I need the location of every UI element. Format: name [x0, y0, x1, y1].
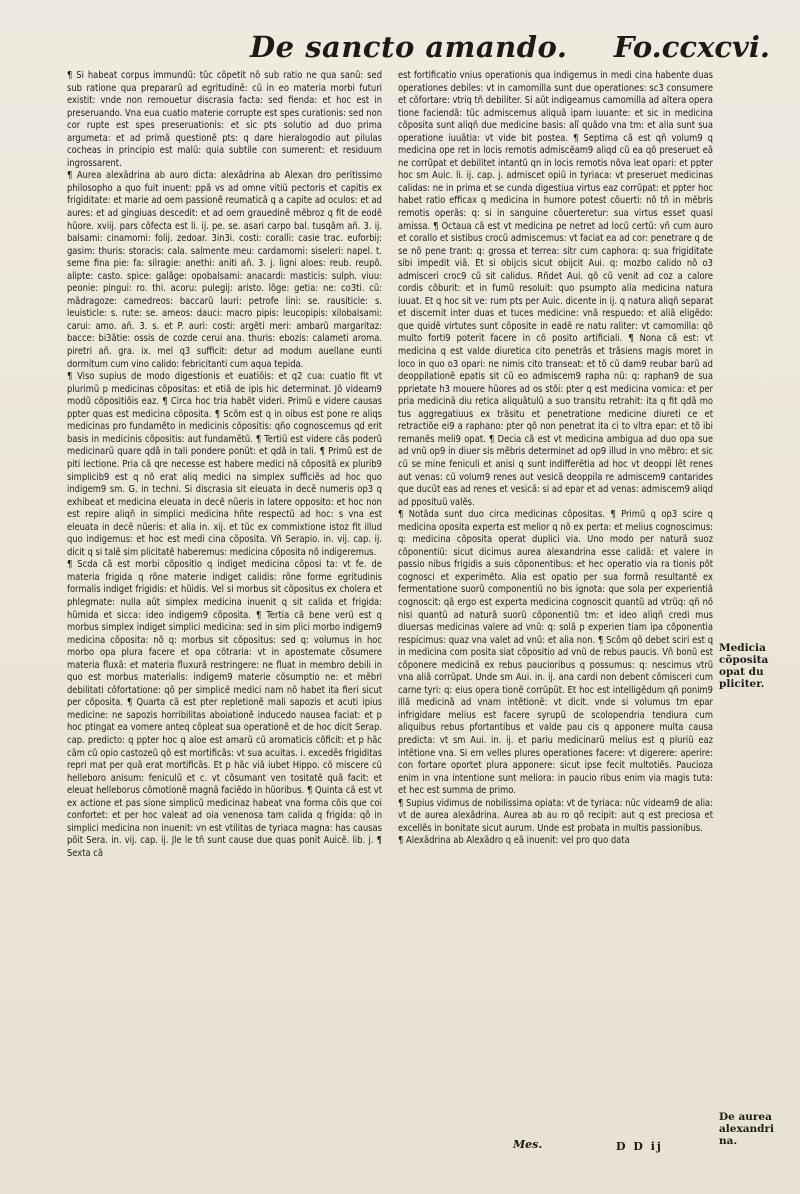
folio-number: Fo.ccxcvi.: [613, 30, 770, 64]
paragraph: est fortificatio vnius operationis qua indigemus in medi cina habente duas operationes debiles: vt in camomilla sunt due operationes: sc3 consumere et cõfortare: vtriq tñ debiliter. Si aũt indigeamus camomilla ad altera opera tione faciendã: tũc admiscemus aliquã ipam iuuante: et sic in medicina cõposita sunt aliqñ due medicine basis: alĩ quãdo vna tm: et alia sunt sua operatione iuuãtia: vt vide bit postea. ¶ Septima cã est qñ volum9 q medicina ope ret in locis remotis admiscẽam9 aliqd cũ ea qõ preseruet eã ne corrũpat et debilitet intantũ qn in locis remotis nõva leat opari: et ppter hoc sm Auic. li. ij. cap. j. admiscet opiũ in tyriaca: vt preseruet medicinas calidas: ne in prima et se cunda digestiua virtus eaz corrũpat: et ppter hoc habet ratio efficax q medicina in humore potest cõuerti: nõ tñ in mẽbris remotis operãs: q: si in sanguine cõuerteretur: sua virtus esset quasi amissa. ¶ Octaua cã est vt medicina pe netret ad locũ certũ: vñ cum auro et corallo et sistibus crocũ admiscemus: vt faciat ea ad cor: penetrare q de se nõ pene trant: q: grossa et terrea: sitr cum caphora: q: sua frigiditate sibi impedit viã. Et si obijcis sicut obijcit Aui. q: mozbo calido nõ o3 admisceri croc9 cũ sit calidus. Rñdet Aui. qõ cũ venit ad coz a calore cordis cõburit: et in fumũ resoluit: quo psumpto alia medicina natura iuuat. Et q hoc sit ve: rum pts per Auic. dicente in ij. q natura aliqñ separat et discernit inter duas et tuces medicine: vnã respuedo: et aliã eligẽdo: que quidẽ virtutes sunt cõposite in eadẽ re natu raliter: vt camomilla: qõ multo forti9 poterit facere in cõ posito artificiali. ¶ Nona cã est: vt medicina q est valde diuretica cito penetrãs et trãsiens magis moret in loco in quo o3 opari: ne nimis cito transeat: et tõ cũ dam9 reubar barũ ad deoppilationẽ epatis sit cũ eo admiscem9 rapha nũ: q: raphan9 de sua pprietate h3 mouere hũores ad os stõi: pter q est medicina vomica: et per pria medicinã diu retica aliquãtulũ a suo transitu retrahit: ita q fit qdã mo tus aggregatiuus ex trãsitu et penetratione medicine diureti ce et retractiõe ei9 a raphano: pter qõ non penetrat ita ci to vltra epar: et tõ ibi remanẽs meli9 opat. ¶ Decia cã est vt medicina ambigua ad duo opa sue ad vnũ op9 in diuer sis mẽbris determinet ad op9 illud in vno mẽbro: et sic cũ se mine feniculi et anisi q sunt indifferẽtia ad hoc vt deoppi lẽt renes aut venas: cũ volum9 renes aut vesicã deoppila re admiscem9 cantarides que ducũt eas ad renes et vesicã: si ad epar et ad venas: admiscem9 aliqd ad pposituũ valẽs.: [398, 70, 713, 508]
paragraph: ¶ Notãda sunt duo circa medicinas cõpositas. ¶ Primũ q op3 scire q medicina oposita experta est melior q nõ ex perta: et melius cognoscimus: q: medicina cõposita operat duplici via. Uno modo per naturã suoz cõponentiũ: sicut dicimus aurea alexandrina esse calidã: et valere in passio nibus frigidis a suis cõponentibus: et hec operatio via ra tionis põt cognosci et experimẽto. Alia est opatio per sua formã resultantẽ ex fermentatione suorũ componentiũ no bis ignota: que sola per experientiã cognoscit: qã ergo est experta medicina cognoscit quantũ ad vtrũq: qñ nõ nisi quantũ ad naturã suorũ cõponentiũ tm: et ideo aliqñ credi mus diuersas medicinas valere ad vnũ: q: solã p experien tiam ipa cõponentia respicimus: quaz vna valet ad vnũ: et alia non. ¶ Scõm qõ debet sciri est q in medicina com posita siat cõpositio ad vnũ de rebus paucis. Vñ bonũ est cõponere medicinã ex rebus paucioribus q possumus: q: nescimus vtrũ vna aliã corrũpat. Unde sm Aui. in. ij. ana cardi non debent cõmisceri cum carne tyri: q: eius opera tionẽ corrũpũt. Et hoc est intelligẽdum qñ ponim9 illã medicinã ad vnam intẽtionẽ: vt dicit. vnde si volumus tm epar infrigidare melius est facere syrupũ de scolopendria tendiura cum aliquibus rebus pfortantibus et valde pau cis q apponere multa causa predicta: vt sm Aui. in. ij. et pariu medicinarũ melius est q pluriũ eaz intẽtione vna. Si em velles plures operationes facere: vt digerere: aperire: con fortare oportet plura apponere: sicut ipse fecit multotiẽs. Paucioza enim in vna intentione sunt meliora: in paucio ribus enim via magis tuta: et hec est summa de primo.: [398, 509, 713, 797]
paragraph: ¶ Scda cã est morbi cõpositio q indiget medicina cõposi ta: vt fe. de materia frigida q rõne materie indiget calidis: rõne forme egritudinis formalis indiget frigidis: et hũidis. Vel si morbus sit cõpositus ex cholera et phlegmate: nulla aũt simplex medicina inuenit q sit calida et frigida: hũmida et sicca: ideo indigem9 cõposita. ¶ Tertia cã bene verũ est q morbus simplex indiget simplici medicina: sed in sim plici morbo indigem9 medicina cõposita: nõ q: morbus sit cõpositus: sed q: volumus in hoc morbo opa plura facere et opa cõtraria: vt in apostemate cõsumere materia fluxã: et materia fluxurã restringere: ne fluat in membro debili in quo est morbus materialis: indigem9 materie cõsumptio ne: et mẽbri debilitati cõfortatione: qõ per simplicẽ medici nam nõ habet ita fieri sicut per cõposita. ¶ Quarta cã est pter repletionẽ mali sapozis et acuti ipius medicine: ne sapozis horribilitas aboiationẽ inducedo nausea faciat: et p hoc ptingat ea vomere anteq cõpleat sua operationẽ et de hoc dicit Serap. cap. predicto: q ppter hoc q aloe est amarũ cũ aromaticis cõficit: et p hãc cãm cũ opio castozeũ qõ est mortificãs: vt sua acuitas. i. excedẽs frigiditas repri mat per quã erat mortificãs. Et p hãc viã iubet Hippo. cõ miscere cũ helleboro anisum: feniculũ et c. vt cõsumant ven tositatẽ quã facit: et eleuat helleborus cõmotionẽ magnã faciẽdo in hũoribus. ¶ Quinta cã est vt ex actione et pas sione simplicũ medicinaz habeat vna forma cõis que coi confortet: et per hoc valeat ad oia venenosa tam calida q frigida: qõ in simplici medicina non inuenit: vn est vtilitas de tyriaca magna: has causas põit Sera. in. vij. cap. ij. Jle le tñ sunt cause due quas ponit Auicẽ. lib. j. ¶ Sexta cã: [67, 559, 382, 859]
marginal-note: De aurea alexandri na.: [719, 1111, 775, 1147]
paragraph: ¶ Si habeat corpus immundũ: tũc cõpetit nõ sub ratio ne qua sanũ: sed sub ratione qua prepararũ ad egritudinẽ: cũ in eo materia morbi futuri existit: vnde non remouetur discrasia facta: sed fienda: et hoc est in preseruando. Vna eua cuatio materie corrupte est spes curationis: sed non cor rupte est spes preseruationis: et sic pts solutio ad duo prima argumeta: et ad primã questionẽ pts: q dare hieralogodio aut pilulas cocheas in principio est malũ: quia subtile con sumerent: et residuum ingrossarent.: [67, 70, 382, 169]
page-footer: [398, 1138, 713, 1168]
catchword: Mes.: [513, 1138, 543, 1151]
paragraph: ¶ Supius vidimus de nobilissima opiata: vt de tyriaca: nũc videam9 de alia: vt de aurea alexãdrina. Aurea ab au ro qõ recipit: aut q est preciosa et excellẽs in bonitate sicut aurum. Unde est probata in multis passionibus.: [398, 797, 713, 834]
paragraph: ¶ Alexãdrina ab Alexãdro q eã inuenit: vel pro quo data: [398, 835, 630, 847]
signature-mark: D D ij: [616, 1140, 663, 1153]
paragraph: ¶ Aurea alexãdrina ab auro dicta: alexãdrina ab Alexan dro peritissimo philosopho a quo fuit inuent: ppã vs ad omne vitiũ pectoris et capitis ex frigiditate: et marie ad oem passionẽ reumaticã q a capite ad oculos: et ad aures: et ad gingiuas descedit: et ad oem grauedinẽ mẽbroz q fit de eodẽ hũore. xviij. pars cõfecta est li. ij. pe. se. asari carpo bal. tusqãm añ. 3. ij. balsami: cinamomi: folij. zedoar. 3in3i. costi: coralli: casie trac. euforbij: gasim: thuris: storacis: cala. salmente meu: cardamomi: siseleri: napel. t. seme fina pie: fa: silragie: anethi: aniti añ. 3. j. ligni aloes: reub. reupõ. alipte: casto. spice: galãge: opobalsami: anacardi: masticis: sulph. viuu: peonie: pingui: ro. thi. acoru: pulegij: aristo. lõge: getia: ne: co3ti. cũ: mãdragoze: camedreos: baccarũ lauri: petrofe lini: se. rausiticle: s. leuisticle: s. rute: se. ameos: dauci: macro pipis: leucopipis: xilobalsami: carui: amo. añ. 3. s. et P. auri: costi: argẽti meri: ambarũ margaritaz: bacce: bi3ãtie: ossis de cozde cerui ana. thuris: ebozis: calameti aroma. piretri añ. gra. ix. mel q3 sufficit: detur ad modum auellane eunti dormitum cum vino calido: febricitanti cum aqua tepida.: [67, 170, 382, 370]
running-title: De sancto amando.: [250, 30, 568, 64]
left-column: [67, 70, 382, 1128]
marginal-note: Medicia cõposita opat du pliciter.: [719, 642, 769, 690]
right-column: [398, 70, 713, 1128]
paragraph: ¶ Viso supius de modo digestionis et euatiõis: et q2 cua: cuatio fit vt plurimũ p medicinas cõpositas: et etiã de ipis hic determinat. Jõ videam9 modũ cõpositiõis eaz. ¶ Circa hoc tria habẽt videri. Primũ e videre causas ppter quas est medicina cõposita. ¶ Scõm est q in oibus est pone re aliqs medicinas pro fundamẽto in medicinis cõpositis: qño cognoscemus qd erit basis in medicinis cõpositis: aut fundamẽtũ. ¶ Tertiũ est videre cãs poderũ medicinarũ quare qdã in tali pondere ponũt: et qdã in tali. ¶ Primũ est de piti lectione. Pria cã qre necesse est habere medici nã cõpositã ex plurib9 simplicib9 est q nõ erat aliq medici na simplex sufficiẽs ad hoc quo indigem9 sm. G. in techni. Si discrasia sit eleuata in decẽ numeris op3 q exhibeat et medicina eleuata in decẽ nũeris in latere opposito: et hoc non est repire aliqñ in simplici medicina hñte respectũ ad hoc: s vna est eleuata in decẽ nũeris: et alia in. xij. et tũc ex commixtione istoz fit illud quo indigemus: et hoc est medi cina cõposita. Vñ Serapio. in. vij. cap. ij. dicit q si talẽ sim plicitatẽ haberemus: medicina cõposita nõ indigeremus.: [67, 371, 382, 558]
